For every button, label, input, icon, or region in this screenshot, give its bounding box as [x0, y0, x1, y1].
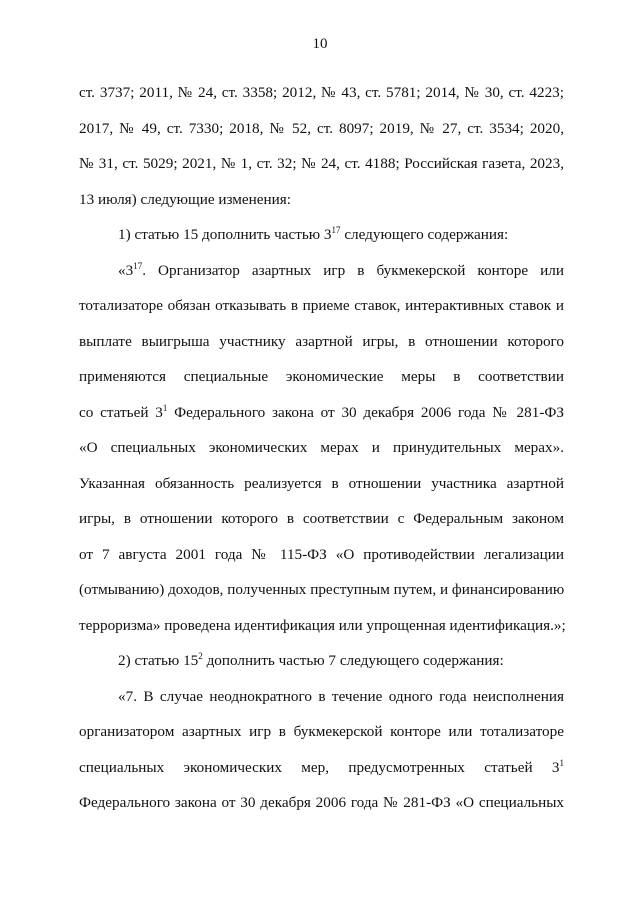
text-run: специальных экономических мер, предусмотренных статьей 3 [79, 759, 560, 776]
text-line [79, 438, 564, 458]
text-run: следующего содержания: [340, 226, 509, 243]
text-run: организатором азартных игр в букмекерской конторе или тотализаторе [79, 723, 564, 740]
page-number: 10 [312, 36, 328, 52]
text-run: терроризма» проведена идентификация или упрощенная идентификация.»; [79, 617, 566, 634]
text-line [79, 722, 564, 742]
text-line [79, 509, 564, 529]
text-line [79, 332, 564, 352]
text-line [79, 793, 564, 813]
text-line [79, 367, 564, 387]
text-run: применяются специальные экономические меры в соответствии [79, 368, 564, 385]
text-line [79, 580, 564, 600]
text-run: Указанная обязанность реализуется в отношении участника азартной [79, 475, 564, 492]
text-run: 2) статью 15 [118, 652, 199, 669]
text-line [79, 154, 564, 174]
text-run: дополнить частью 7 следующего содержания: [202, 652, 504, 669]
text-run: «7. В случае неоднократного в течение одного года неисполнения [118, 688, 564, 705]
superscript-index: 2 [198, 651, 203, 661]
superscript-index: 1 [559, 758, 564, 768]
superscript-index: 17 [331, 225, 341, 235]
text-run: . Организатор азартных игр в букмекерской конторе или [142, 262, 564, 279]
text-line [118, 261, 564, 281]
text-run: от 7 августа 2001 года № 115-ФЗ «О противодействии легализации [79, 546, 564, 563]
text-run: Федерального закона от 30 декабря 2006 года № 281-ФЗ [167, 404, 564, 421]
text-run: (отмыванию) доходов, полученных преступным путем, и финансированию [79, 581, 565, 598]
text-line [79, 545, 564, 565]
text-line [118, 225, 564, 245]
text-run: тотализаторе обязан отказывать в приеме ставок, интерактивных ставок и [79, 297, 564, 314]
text-run: ст. 3737; 2011, № 24, ст. 3358; 2012, № 43, ст. 5781; 2014, № 30, ст. 4223; [79, 84, 564, 101]
text-line [79, 474, 564, 494]
text-line [118, 651, 564, 671]
text-line [79, 296, 564, 316]
text-line [118, 687, 564, 707]
text-line [79, 616, 564, 636]
text-line [79, 758, 564, 778]
text-run: «3 [118, 262, 134, 279]
text-run: игры, в отношении которого в соответствии с Федеральным законом [79, 510, 564, 527]
text-line [79, 119, 564, 139]
text-run: со статьей 3 [79, 404, 163, 421]
text-run: «О специальных экономических мерах и принудительных мерах». [79, 439, 564, 456]
text-run: № 31, ст. 5029; 2021, № 1, ст. 32; № 24, ст. 4188; Российская газета, 2023, [79, 155, 564, 172]
text-line [79, 83, 564, 103]
text-run: Федерального закона от 30 декабря 2006 года № 281-ФЗ «О специальных [79, 794, 564, 811]
text-run: 2017, № 49, ст. 7330; 2018, № 52, ст. 8097; 2019, № 27, ст. 3534; 2020, [79, 120, 564, 137]
text-line [79, 403, 564, 423]
text-line [79, 190, 564, 210]
text-run: выплате выигрыша участнику азартной игры, в отношении которого [79, 333, 564, 350]
superscript-index: 1 [162, 403, 168, 413]
superscript-index: 17 [133, 261, 143, 271]
text-run: 1) статью 15 дополнить частью 3 [118, 226, 332, 243]
text-run: 13 июля) следующие изменения: [79, 191, 291, 208]
